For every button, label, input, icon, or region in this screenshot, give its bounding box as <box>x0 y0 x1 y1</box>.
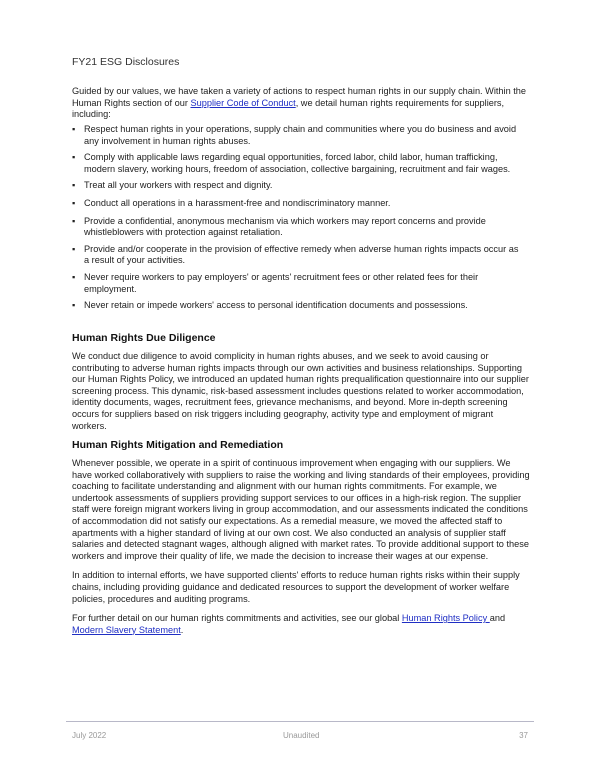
bullet-icon: ▪ <box>72 271 76 282</box>
further-detail-text: For further detail on our human rights commitments and activities, see our global <box>72 613 402 624</box>
intro-text: Guided by our values, we have taken a variety of actions to respect human rights in our supply chain. Within the Human Rights section of our <box>72 86 527 108</box>
bullet-icon: ▪ <box>72 300 76 311</box>
list-item <box>72 244 524 267</box>
list-item <box>72 180 524 192</box>
mitigation-heading: Human Rights Mitigation and Remediation <box>72 439 284 451</box>
modern-slavery-statement-link[interactable]: Modern Slavery Statement <box>72 624 181 635</box>
further-detail-and: and <box>489 613 506 624</box>
list-item <box>72 272 524 295</box>
due-diligence-paragraph: We conduct due diligence to avoid complicity in human rights abuses, and we seek to avoid causing or contributing to adverse human rights impacts through our own activities and business relationships. Supporting our Human Rights Policy, we introduced an updated human rights prequalification questionnaire into our supplier screening process. This dynamic, risk-based assessment includes questions related to worker accommodation, identity documents, wages, recruitment fees, grievance mechanisms, and beyond. More in-depth screening occurs for suppliers based on risk triggers including geography, activity type and employment of migrant workers. <box>72 351 529 431</box>
list-item-text: Comply with applicable laws regarding equal opportunities, forced labor, child labor, human trafficking, modern slavery, working hours, freedom of association, collective bargaining, recruitment and fair wages. <box>84 152 511 174</box>
bullet-icon: ▪ <box>72 215 76 226</box>
requirements-list <box>72 124 524 312</box>
list-item-text: Respect human rights in your operations, supply chain and communities where you do business and avoid any involvement in human rights abuses. <box>84 124 517 146</box>
mitigation-paragraph-1: Whenever possible, we operate in a spirit of continuous improvement when engaging with our suppliers. We have worked collaboratively with suppliers to raise the working and living standards of their employees, providing coaching to facilitate understanding and alignment with our human rights commitments. For example, we undertook assessments of suppliers providing support services to our offices in a high-risk region. The supplier staff were foreign migrant workers living in group accommodation, and our assessments indicated the conditions of accommodation did not satisfy our expectations. As a remedial measure, we moved the affected staff to apartments with a higher standard of living at our own cost. We also conducted an analysis of supplier staff salaries and detected stagnant wages, although aligned with market rates. To provide additional support to these workers and improve their quality of life, we made the decision to increase their wages at our expense. <box>72 458 530 561</box>
human-rights-policy-link[interactable]: Human Rights Policy <box>401 613 490 624</box>
list-item <box>72 216 524 239</box>
mitigation-paragraph-2: In addition to internal efforts, we have supported clients' efforts to reduce human rights risks within their supply chains, including providing guidance and dedicated resources to support the development of worker welfare policies, procedures and auditing programs. <box>72 570 520 604</box>
supplier-code-link[interactable]: Supplier Code of Conduct <box>190 97 296 108</box>
further-detail-paragraph <box>72 613 530 636</box>
page-number: 37 <box>519 731 528 740</box>
bullet-icon: ▪ <box>72 243 76 254</box>
list-item-text: Provide and/or cooperate in the provision of effective remedy when adverse human rights impacts occur as a result of your activities. <box>84 243 519 266</box>
due-diligence-heading: Human Rights Due Diligence <box>72 332 216 344</box>
list-item-text: Conduct all operations in a harassment-free and nondiscriminatory manner. <box>84 197 391 208</box>
footer-status: Unaudited <box>283 731 320 740</box>
list-item <box>72 198 524 210</box>
intro-text-end: , we detail human rights requirements for suppliers, including: <box>72 97 505 120</box>
footer-divider <box>66 721 534 722</box>
due-diligence-section <box>72 332 530 432</box>
bullet-icon: ▪ <box>72 180 76 191</box>
list-item-text: Never require workers to pay employers' or agents' recruitment fees or other related fees for their employment. <box>84 271 479 294</box>
further-detail-period: . <box>180 624 184 635</box>
list-item <box>72 152 524 175</box>
bullet-icon: ▪ <box>72 197 76 208</box>
document-header: FY21 ESG Disclosures <box>72 56 180 68</box>
mitigation-section <box>72 439 530 636</box>
list-item <box>72 124 524 147</box>
list-item-text: Provide a confidential, anonymous mechanism via which workers may report concerns and provide whistleblowers with protection against retaliation. <box>84 215 486 238</box>
list-item <box>72 300 524 312</box>
footer-date: July 2022 <box>72 731 107 740</box>
intro-paragraph <box>72 86 530 121</box>
list-item-text: Never retain or impede workers' access to personal identification documents and possessions. <box>84 300 468 311</box>
requirements-list-container <box>72 124 524 312</box>
bullet-icon: ▪ <box>72 124 76 134</box>
bullet-icon: ▪ <box>72 152 76 163</box>
list-item-text: Treat all your workers with respect and dignity. <box>84 180 273 191</box>
